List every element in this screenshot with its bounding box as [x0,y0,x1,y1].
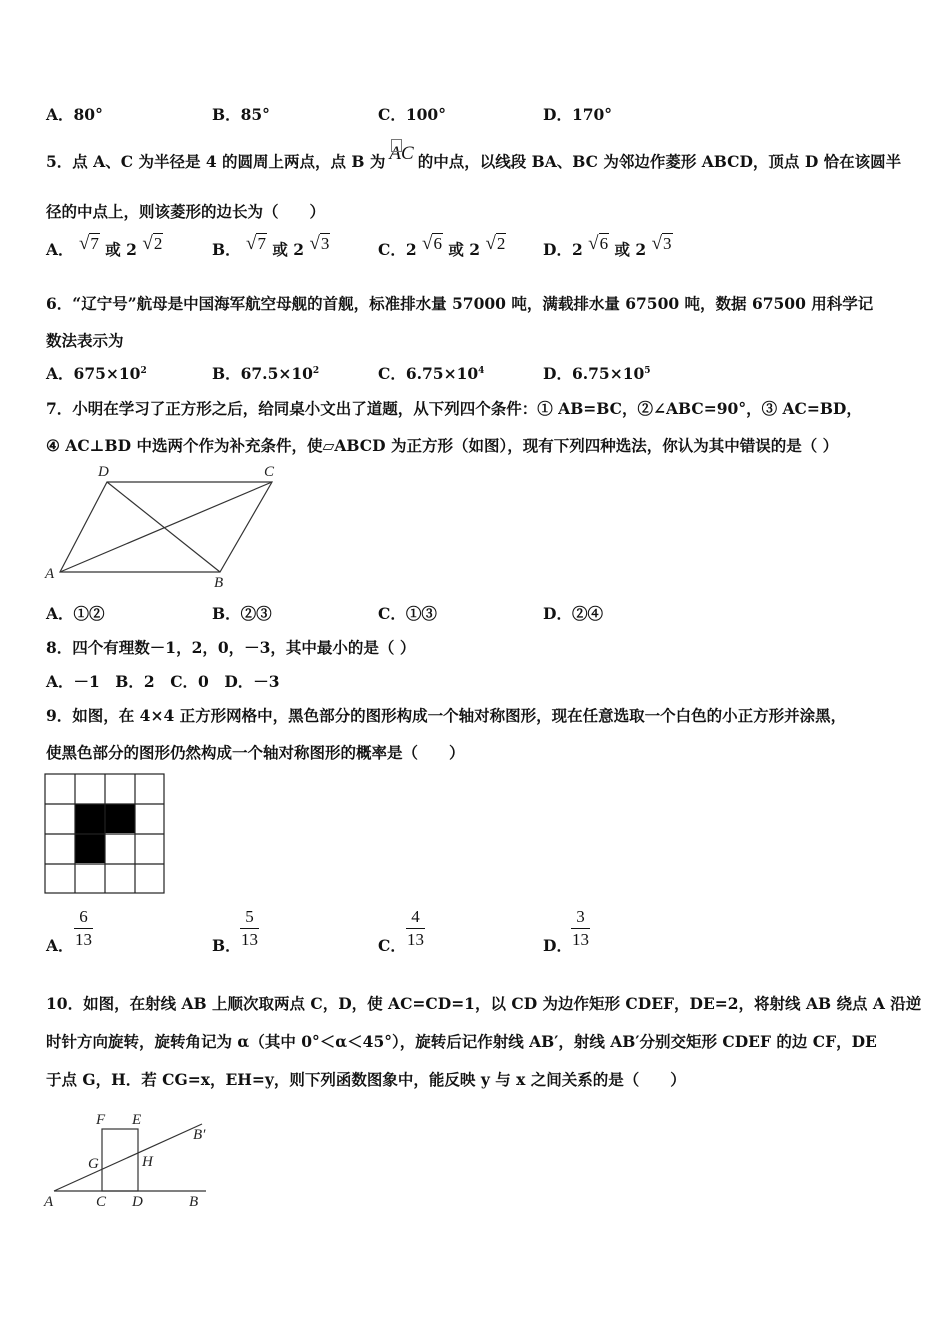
diagonal-ac [60,482,272,572]
q8-options: A．－1 B．2 C．0 D．－3 [46,672,280,691]
grid-lines [45,774,164,893]
diagonal-bd [107,482,220,572]
label-c: C [264,464,275,480]
q6-option-d: D．$6.75\times 10^5$ [543,364,651,383]
q10-stem-line2: 时针方向旋转，旋转角记为 α（其中 0°＜α＜45°），旋转后记作射线 AB′，射线 AB′分别交矩形 CDEF 的边 CF，DE [46,1032,877,1051]
q9-option-b-letter: B． [212,936,241,955]
q4-option-c: C．100° [378,105,446,124]
q7-option-a: A．①② [46,604,105,623]
label-f: F [96,1112,106,1128]
q10-stem-line1: 10．如图，在射线 AB 上顺次取两点 C，D，使 AC=CD=1，以 CD 为边作矩形 CDEF，DE=2，将射线 AB 绕点 A 沿逆 [46,994,922,1013]
q6-option-b: B．$67.5\times 10^2$ [212,364,320,383]
label-b: B [189,1194,199,1210]
q5-stem-part1: 5．点 A、C 为半径是 4 的圆周上两点，点 B 为 [46,152,386,171]
q6-option-c: C．$6.75\times 10^4$ [378,364,485,383]
q9-option-a-fraction: 6 13 [75,907,92,949]
label-a: A [44,1194,54,1210]
q10-stem-line3: 于点 G，H．若 CG=x，EH=y，则下列函数图象中，能反映 y 与 x 之间关系的是（ ） [46,1070,686,1089]
q7-stem-line1: 7．小明在学习了正方形之后，给同桌小文出了道题，从下列四个条件：① AB=BC，②∠ABC=90°，③ AC=BD， [46,399,862,418]
q8-stem: 8．四个有理数－1，2，0，－3，其中最小的是（ ） [46,638,416,657]
q4-option-a: A．80° [46,105,103,124]
q7-option-c: C．①③ [378,604,437,623]
q4-option-b: B．85° [212,105,270,124]
q9-option-a-letter: A． [46,936,74,955]
label-c: C [96,1194,107,1210]
q5-stem-part2: 的中点，以线段 BA、BC 为邻边作菱形 ABCD，顶点 D 恰在该圆半 [417,152,902,171]
q9-stem-line2: 使黑色部分的图形仍然构成一个轴对称图形的概率是（ ） [46,743,465,762]
q9-option-d-letter: D． [543,936,572,955]
q5-option-c: C．2 √6 或 2 √2 [378,233,506,259]
black-cell-row3 [75,833,105,863]
rectangle-cdef [102,1129,138,1191]
label-b: B [214,575,224,591]
q5-stem-line2: 径的中点上，则该菱形的边长为（ ） [46,202,326,221]
q5-option-b: B． √7 或 2 √3 [212,233,330,259]
q9-option-b-fraction: 5 13 [241,907,258,949]
q6-option-a: A．$675\times 10^2$ [46,364,147,383]
q4-option-d: D．170° [543,105,613,124]
label-g: G [88,1156,99,1172]
q5-arc: AC [389,143,413,165]
ray-ab-prime [54,1124,202,1191]
label-d: D [132,1194,143,1210]
q10-rectangle-figure [40,1105,220,1213]
label-h: H [142,1154,153,1170]
arc-placeholder-icon [391,139,402,152]
q9-option-d-fraction: 3 13 [572,907,589,949]
q9-option-c-fraction: 4 13 [407,907,424,949]
q7-option-b: B．②③ [212,604,272,623]
q6-stem-line1: 6．“辽宁号”航母是中国海军航空母舰的首舰，标准排水量 57000 吨，满载排水量 67500 吨，数据 67500 用科学记 [46,294,874,313]
q9-grid-figure [44,773,166,895]
q7-option-d: D．②④ [543,604,603,623]
label-b-prime: B′ [193,1127,206,1143]
label-e: E [132,1112,142,1128]
label-a: A [45,566,55,582]
q5-stem-line1 [46,143,902,173]
q7-parallelogram-figure [40,460,290,592]
q5-option-d: D．2 √6 或 2 √3 [543,233,672,259]
q6-stem-line2: 数法表示为 [46,331,124,350]
q5-option-a: A． √7 或 2 √2 [46,233,163,259]
q9-stem-line1: 9．如图，在 4×4 正方形网格中，黑色部分的图形构成一个轴对称图形，现在任意选取一个白色的小正方形并涂黑， [46,706,847,725]
q9-option-c-letter: C． [378,936,406,955]
q7-stem-line2: ④ AC⊥BD 中选两个作为补充条件，使▱ABCD 为正方形（如图），现有下列四种选法，你认为其中错误的是（ ） [46,436,839,455]
label-d: D [98,464,109,480]
